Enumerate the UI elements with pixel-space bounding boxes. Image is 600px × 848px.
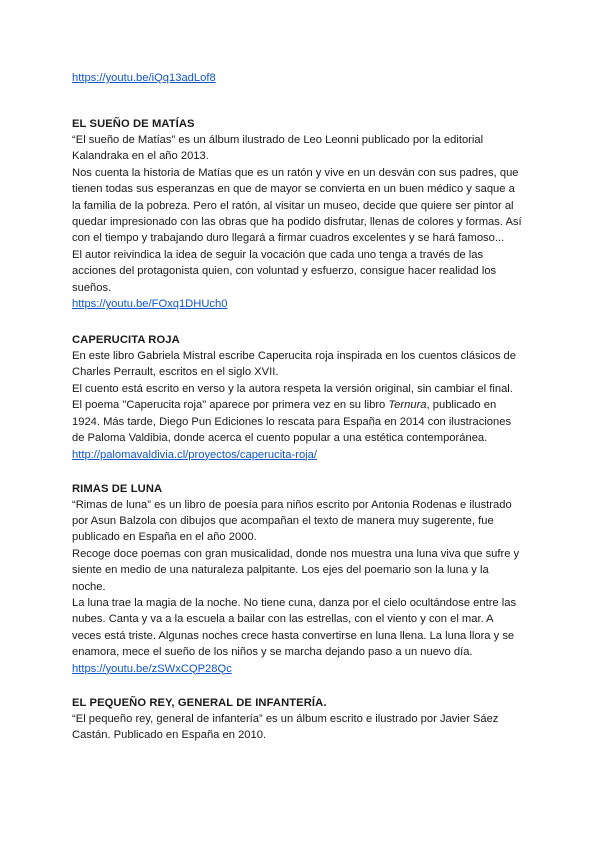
project-link[interactable]: http://palomavaldivia.cl/proyectos/caperucita-roja/ xyxy=(72,448,317,461)
paragraph: “El pequeño rey, general de infantería” es un álbum escrito e ilustrado por Javier Sáez Castán. Publicado en España en 2010. xyxy=(72,712,499,741)
video-link[interactable]: https://youtu.be/zSWxCQP28Qc xyxy=(72,662,232,675)
book-title-italic: Ternura xyxy=(388,399,427,412)
paragraph xyxy=(72,381,522,447)
section-title: EL PEQUEÑO REY, GENERAL DE INFANTERÍA. xyxy=(72,696,327,709)
paragraph-text: El cuento está escrito en verso y la autora respeta la versión original, sin cambiar el final. El poema "Caperucita roja" aparece por primera vez en su libro xyxy=(72,382,513,412)
video-link[interactable]: https://youtu.be/FOxq1DHUch0 xyxy=(72,298,228,311)
paragraph: “Rimas de luna” es un libro de poesía para niños escrito por Antonia Rodenas e ilustrado por Asun Balzola con dibujos que acompañan el texto de manera muy sugerente, fue publicado en España en el año 2000. xyxy=(72,498,512,544)
section-caperucita-roja xyxy=(72,332,522,462)
paragraph: “El sueño de Matías” es un álbum ilustrado de Leo Leonni publicado por la editorial Kalandraka en el año 2013. xyxy=(72,134,484,163)
section-title: RIMAS DE LUNA xyxy=(72,482,163,495)
section-rimas-de-luna xyxy=(72,481,522,677)
paragraph: El autor reivindica la idea de seguir la vocación que cada uno tenga a través de las acciones del protagonista quien, con voluntad y esfuerzo, consigue hacer realidad los sueños. xyxy=(72,248,497,294)
paragraph: Nos cuenta la historia de Matías que es un ratón y vive en un desván con sus padres, que tienen todas sus esperanzas en que de mayor se convierta en un buen médico y saque a la familia de la pobreza. Pero el ratón, al visitar un museo, decide que quiere ser pintor al quedar impresionado con las obras que ha podido disfrutar, llenas de colores y formas. Así con el tiempo y trabajando duro llegará a firmar cuadros excelentes y se hará famoso... xyxy=(72,166,522,245)
section-el-pequeno-rey xyxy=(72,695,522,744)
section-title: CAPERUCITA ROJA xyxy=(72,334,180,347)
section-title: EL SUEÑO DE MATÍAS xyxy=(72,118,195,130)
paragraph-text: , publicado en 1924. Más tarde, Diego Pun Ediciones lo rescata para España en 2014 con ilustraciones de Paloma Valdibia, donde acerca el cuento popular a una estética contemporánea. xyxy=(72,399,512,445)
document-body xyxy=(72,70,522,743)
paragraph: En este libro Gabriela Mistral escribe Caperucita roja inspirada en los cuentos clásicos de Charles Perrault, escritos en el siglo XVII. xyxy=(72,350,516,379)
section-el-sueno-de-matias xyxy=(72,116,522,312)
paragraph: Recoge doce poemas con gran musicalidad, donde nos muestra una luna viva que sufre y siente en medio de una naturaleza palpitante. Los ejes del poemario son la luna y la noche. xyxy=(72,547,520,593)
top-video-link[interactable]: https://youtu.be/iQq13adLof8 xyxy=(72,72,216,84)
paragraph: La luna trae la magia de la noche. No tiene cuna, danza por el cielo ocultándose entre las nubes. Canta y va a la escuela a bailar con las estrellas, con el viento y con el mar. A veces está triste. Algunas noches crece hasta convertirse en luna llena. La luna llora y se enamora, mece el sueño de los niños y se marcha dejando paso a un nuevo día. xyxy=(72,596,517,659)
